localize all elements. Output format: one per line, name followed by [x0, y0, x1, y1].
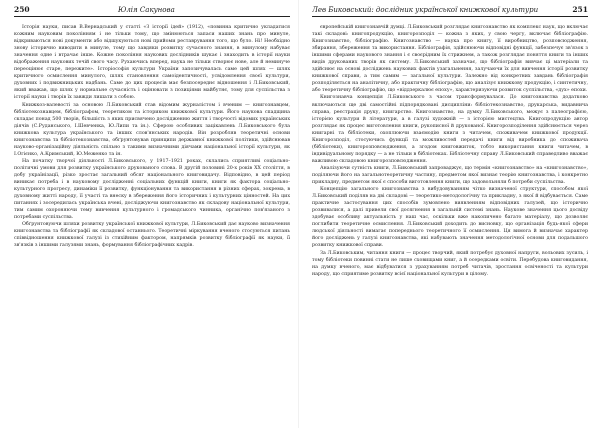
page-number: 251 — [572, 6, 588, 14]
paragraph: Обґрунтовуючи шляхи розвитку української книжкової культури, Л.Биковський дає науково визначення книгознавства та бібліографії як складової останнього. Теоретичні міркування вченого стосуються питань співвідношення книжкової галузі із стихійним фактором, напрямків розвитку бібліографії як науки, її зв'язків з іншими галузями знань, формування бібліографічних кадрів. — [14, 222, 290, 249]
book-gutter — [298, 0, 299, 428]
running-title: Лев Биковський: дослідник української книжкової культури — [312, 6, 539, 14]
right-page — [312, 6, 588, 422]
left-page-header — [14, 6, 290, 17]
paragraph: Аналізуючи сутність книги, Л.Биковський запроваджує, що термін «книгознавство» на «книгознавство», поділяючи його на загальнотеоретичну частину, предметом якої визнає теорію книгознавства, і конкретно прикладну, предметом якої є способи виготовлення книги, що задовольняли б потреби суспільства. — [312, 165, 588, 186]
running-title: Юлія Сакунова — [118, 6, 175, 14]
paragraph: Історія науки, писав В.Вернадський у статті «З історії ідей» (1912), «повинна критично укладатися кожним науковим поколінням і не тільки тому, що змінюються запаси наших знань про минуле, відкриваються нові документи або відшукуються нові прийоми реставрування того, що було. Ні! Необхідно знову історично виводити в минуле, тому що завдяки розвитку сучасного знання, в минулому набуває значення одне і втрачає інше. Кожне покоління наукових дослідників шукає і знаходить в історії науки відображення наукових течій свого часу. Рухаючись вперед, наука не тільки створює нове, але й неминуче переоцінює старе, пережите». Історіософія культури України запозичувалась саме цей шлях — шлях критичного осмислення минулого, шлях становлення самоідентичності, усвідомлення своєї культури, духовних і подвижницьких надбань. Саме до цих процесів має безпосереднє відношення і Л.Биковський, який вважав, що шлях у нормальне сучасність і оцінювати з позиціями майбутнє, тому для суспільства з історії науки і творів їх завжди лишати з собою. — [14, 25, 290, 101]
paragraph: На початку творчої діяльності Л.Биковського, у 1917–1921 роках, склались сприятливі соціально-політичні умови для розвитку українського друкованого слова. В другій половині 20-х років ХХ століття, в добу українізації, різко зростає загальний обсяг національного книговидачу. Відповідно, в цей період виникає потреба і в науковому дослідженні соціальних функцій книги, книги як фактора соціально-культурного прогресу, динаміки її розвитку, функціонування та використання в різних сферах, зокрема, в духовному житті народу, її участі та внеску в збереження його історичних і культурних цінностей. На цих питаннях і зосередилась українська вчені, досліджуючи книгознавство як складову національної культури, тим самим охороняючи тему вивчення культурного і громадського чинника, органічно пов'язаного з потребами суспільства. — [14, 158, 290, 221]
paragraph: За Л.Биковським, читання книги — процес творчий, який потребує духовної напруги, вольових зусиль, і тому бібліотеки повинні стати не лише сховищами книг, а й осередками освіти. Перебудова книговидання, на думку вченого, має відбуватися з урахуванням потреб читачів, зростання освіченості та культури народу, що сприятиме розвитку всієї національної культури в цілому. — [312, 250, 588, 277]
left-page-body — [14, 24, 290, 250]
right-page-header — [312, 6, 588, 17]
paragraph: Концепцію загального книгознавства з вибудовуванням чітко визначеної структури, способом якої Л.Биковський поділяв на дві складові — теоретико-методологічну та прикладну, з якої й відбувається. Саме практичне застосування цих способів зумовлено виявленням відповідних галузей, що історично розвивалися, а далі привели свої досягнення в загальній системі знань. Наукове значення цього досвіду здобуває особливу актуальність у наш час, оскільки вже накопичено багато матеріалу, що дозволяє поглибити теоретичне осмислення. Л.Биковський доходить до висновку, що організація будь-якої сфери людської діяльності вимагає попереднього теоретичного її осмислення. Ця вимога й визначає характер його досліджень у галузі книгознавства, які набувають значення методологічної основи для подальшого розвитку книжкової справи. — [312, 187, 588, 249]
paragraph: європейській книгознавчій думці. Л.Биковський розглядає книгознавство як комплекс наук, що включає такі складові: книгопродукцію, книгорозподіл — кожна з яких, у свою чергу, включає бібліографію. Книгознавство, бібліографію. Книгознавство — наука про книгу, її виробництво, розповсюдження, збирання, збереження та використання. Бібліографія, здійснюючи відповідні функції, забезпечує зв'язок з іншими сферами наукового знання і є своєрідним їх стрижнем, а також розглядає поняття книги та інших видів друкованих творів як систему. Л.Биковський зазначає, що бібліографія вивчає ці матеріали та здійснює на основі досліджень наукових фактів узагальнення, залучаючи їх для вивчення історії розвитку книжкової справи, а тим самим — загальної культури. Залежно від конкретних завдань бібліографія розподіляється на аналітичну, або практичну бібліографію, що аналізує книжкову продукцію, і синтетичну, або теоретичну бібліографію, що «віддзеркалює епоху», характеризуючи розвиток суспільства, «дух» епохи. — [312, 25, 588, 94]
page-number: 250 — [14, 6, 30, 14]
paragraph: Книжкоз-валевості за основою Л.Биковський став відомим журналістом і вченим — книгознавцем, бібліотекознавцем, бібліографом, теоретиком та істориком книжкової культури. Його наукова спадщина складає понад 500 творів, більшість з яких присвячено дослідженню життя і творчості відомих українських діячів (С.Руданського, І.Шевченка, Ю.Липи та ін.). Сферою особливих зацікавлень Л.Биковського була книжкова культура українського та інших слов'янських народів. Він розробляв теоретичні основи книгознавства та бібліотекознавства, обґрунтовував принципи державної книжкової політики, здійснював науково-організаційну діяльність спільно з такими визначними діячами національної історії культури, як І.Огієнко, А.Кримський, Ю.Меженко та ін. — [14, 102, 290, 157]
left-page — [14, 6, 290, 422]
right-page-body — [312, 24, 588, 278]
paragraph: Книгознавча концепція Л.Биковського з часом трансформувалася. До книгознавства додатково включаються ще дві самостійні підпорядковані дисципліни: бібліотекознавство, друкарська, видавнича справа, реєстрація друку, книгарство. Книгознавство, на думку Л.Биковського, межує з палеографією, історією культури й літератури, а в галузі художній — з історією мистецтва. Книгопродукцію автор розглядає як процес виготовлення книги, рукописної й друкованої. Книгорозподілення здійснюється через книгарні та бібліотеки, охоплюючи взаємодію книги з читачем, споживачем книжкової продукції. Книгорозподіл, стосуючись функції та можливостей передачі книги від виробника до споживача (бібліотеки), книгорозповсюдження, а згодом книговжиток, тобто використання книги читачем, в індивідуальному порядку — а не тільки в бібліотеках. Бібліотечну справу Л.Биковський справедливо вважає важливою складовою книгорозповсюдження. — [312, 95, 588, 164]
